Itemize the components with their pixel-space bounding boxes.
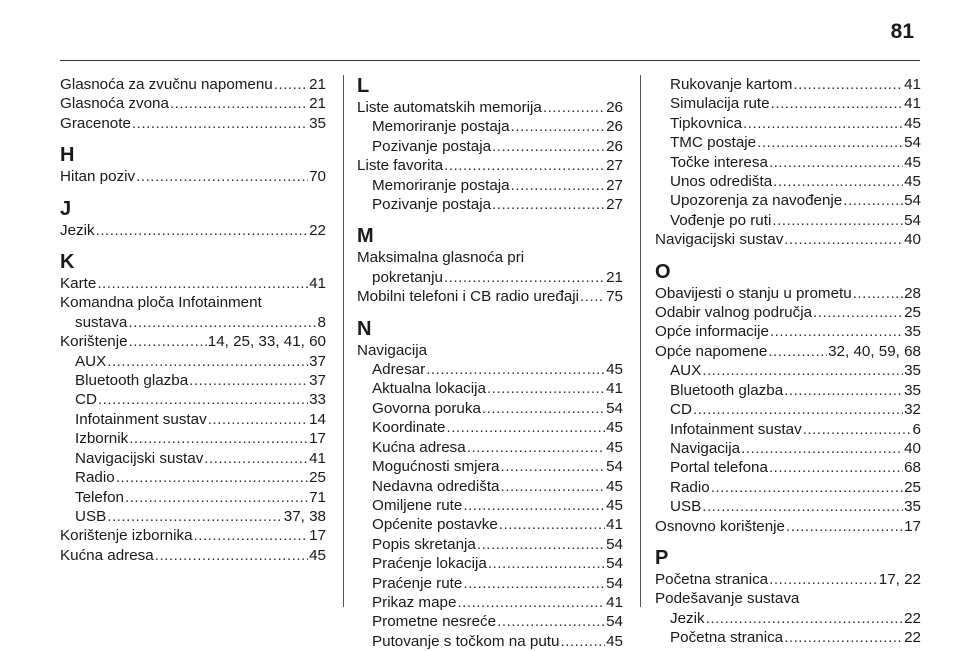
- entry-term: Opće napomene: [655, 342, 768, 360]
- entry-page: 27: [606, 176, 623, 194]
- section-letter: O: [655, 260, 671, 283]
- entry-term: Unos odredišta: [670, 173, 773, 191]
- entry-page: 45: [904, 114, 921, 132]
- entry-page: 71: [309, 488, 326, 506]
- entry-term: Adresar: [372, 361, 426, 379]
- entry-page: 28: [904, 284, 921, 302]
- index-subentry: [357, 176, 623, 195]
- entry-term: Bluetooth glazba: [670, 381, 784, 399]
- entry-term: Maksimalna glasnoća pri: [357, 249, 525, 267]
- index-subentry: [655, 153, 921, 172]
- entry-page: 54: [606, 574, 623, 592]
- entry-page: 17: [309, 430, 326, 448]
- index-subentry: [655, 628, 921, 647]
- entry-page: 25: [904, 478, 921, 496]
- entry-term: Kućna adresa: [372, 438, 466, 456]
- header-rule: [60, 60, 920, 61]
- entry-term: Kućna adresa: [60, 546, 154, 564]
- dot-leader: [784, 381, 903, 400]
- index-subentry: [357, 515, 623, 534]
- index-subentry: [60, 390, 326, 409]
- entry-term: Memoriranje postaja: [372, 176, 510, 194]
- index-subentry: [655, 172, 921, 191]
- entry-page: 17, 22: [878, 570, 921, 588]
- index-entry: [357, 156, 623, 175]
- index-entry: [60, 167, 326, 186]
- entry-page: 54: [606, 555, 623, 573]
- entry-term: Mobilni telefoni i CB radio uređaji: [357, 288, 580, 306]
- index-subentry: [357, 360, 623, 379]
- entry-term: Navigacija: [357, 341, 428, 359]
- entry-page: 41: [904, 76, 921, 93]
- index-subentry: [655, 420, 921, 439]
- entry-page: 25: [904, 304, 921, 322]
- dot-leader: [843, 191, 903, 210]
- index-entry: [60, 75, 326, 94]
- entry-term: Podešavanje sustava: [655, 590, 800, 608]
- dot-leader: [129, 332, 207, 351]
- dot-leader: [743, 114, 903, 133]
- entry-term: Liste automatskih memorija: [357, 99, 542, 116]
- index-subentry: [357, 418, 623, 437]
- index-entry: [655, 284, 921, 303]
- index-entry: [60, 332, 326, 351]
- entry-term: Telefon: [75, 488, 124, 506]
- entry-page: 22: [309, 221, 326, 239]
- page-number: 81: [890, 20, 914, 43]
- entry-page: 37: [309, 372, 326, 390]
- entry-term: Navigacijski sustav: [655, 231, 784, 249]
- entry-page: 45: [904, 173, 921, 191]
- entry-page: 37: [309, 352, 326, 370]
- entry-page: 21: [606, 268, 623, 286]
- entry-page: 17: [309, 527, 326, 545]
- entry-term: Pozivanje postaja: [372, 137, 492, 155]
- section-letter: J: [60, 197, 72, 220]
- index-subentry: [60, 468, 326, 487]
- entry-page: 45: [606, 496, 623, 514]
- entry-term: Pozivanje postaja: [372, 196, 492, 214]
- dot-leader: [773, 172, 903, 191]
- index-subentry: [655, 75, 921, 94]
- dot-leader: [706, 609, 903, 628]
- index-entry: [357, 341, 623, 360]
- entry-page: 75: [606, 288, 623, 306]
- index-entry: [655, 517, 921, 536]
- index-column-1: [60, 75, 326, 565]
- index-subentry: [357, 117, 623, 136]
- entry-term: Prometne nesreće: [372, 613, 497, 631]
- index-subentry: [655, 381, 921, 400]
- dot-leader: [204, 449, 308, 468]
- entry-term: Točke interesa: [670, 153, 768, 171]
- entry-term: Korištenje izbornika: [60, 527, 193, 545]
- dot-leader: [125, 488, 308, 507]
- entry-term: Jezik: [670, 609, 705, 627]
- index-subentry: [357, 632, 623, 651]
- dot-leader: [543, 98, 605, 117]
- entry-term: Obavijesti o stanju u prometu: [655, 284, 852, 302]
- entry-page: 45: [606, 438, 623, 456]
- entry-page: 40: [904, 231, 921, 249]
- dot-leader: [444, 156, 605, 175]
- entry-term: Popis skretanja: [372, 535, 476, 553]
- index-subentry: [357, 457, 623, 476]
- index-subentry: [655, 211, 921, 230]
- index-entry: [60, 293, 326, 312]
- dot-leader: [96, 221, 308, 240]
- dot-leader: [511, 117, 606, 136]
- entry-page: 54: [904, 134, 921, 152]
- entry-page: 45: [606, 477, 623, 495]
- entry-term: Tipkovnica: [670, 114, 743, 132]
- entry-page: 26: [606, 137, 623, 155]
- dot-leader: [769, 570, 878, 589]
- entry-term: Bluetooth glazba: [75, 372, 189, 390]
- index-entry: [357, 268, 623, 287]
- entry-term: Vođenje po ruti: [670, 211, 772, 229]
- index-subentry: [357, 535, 623, 554]
- dot-leader: [853, 284, 903, 303]
- dot-leader: [711, 478, 903, 497]
- dot-leader: [189, 371, 308, 390]
- index-entry: [60, 526, 326, 545]
- index-subentry: [357, 438, 623, 457]
- entry-term: Putovanje s točkom na putu: [372, 632, 560, 650]
- entry-term: CD: [670, 401, 692, 419]
- entry-term: Osnovno korištenje: [655, 517, 786, 535]
- dot-leader: [463, 496, 605, 515]
- index-entry: [655, 230, 921, 249]
- dot-leader: [771, 94, 903, 113]
- index-subentry: [357, 195, 623, 214]
- entry-page: 45: [309, 546, 326, 564]
- index-column-3: [655, 75, 921, 648]
- entry-page: 14: [309, 410, 326, 428]
- index-subentry: [357, 496, 623, 515]
- entry-page: 54: [904, 192, 921, 210]
- dot-leader: [488, 554, 605, 573]
- index-subentry: [655, 609, 921, 628]
- entry-term: Glasnoća za zvučnu napomenu: [60, 76, 273, 93]
- dot-leader: [786, 517, 903, 536]
- entry-term: Infotainment sustav: [75, 410, 207, 428]
- dot-leader: [426, 360, 605, 379]
- dot-leader: [129, 429, 308, 448]
- entry-term: Govorna poruka: [372, 399, 481, 417]
- entry-page: 22: [904, 609, 921, 627]
- entry-term: USB: [670, 498, 702, 516]
- dot-leader: [136, 167, 308, 186]
- entry-page: 45: [606, 632, 623, 650]
- entry-term: sustava: [75, 313, 128, 331]
- index-subentry: [357, 379, 623, 398]
- entry-term: Portal telefona: [670, 459, 768, 477]
- dot-leader: [208, 410, 308, 429]
- dot-leader: [580, 287, 605, 306]
- entry-page: 35: [904, 381, 921, 399]
- index-entry: [60, 313, 326, 332]
- index-subentry: [60, 507, 326, 526]
- index-subentry: [655, 458, 921, 477]
- entry-term: Radio: [670, 478, 710, 496]
- column-divider: [343, 75, 344, 607]
- dot-leader: [487, 379, 605, 398]
- index-subentry: [357, 477, 623, 496]
- dot-leader: [116, 468, 308, 487]
- index-subentry: [655, 439, 921, 458]
- dot-leader: [499, 515, 605, 534]
- dot-leader: [492, 137, 605, 156]
- index-subentry: [357, 574, 623, 593]
- entry-term: Prikaz mape: [372, 593, 457, 611]
- index-entry: [655, 303, 921, 322]
- section-letter: H: [60, 144, 75, 167]
- entry-page: 41: [606, 516, 623, 534]
- dot-leader: [702, 361, 903, 380]
- index-subentry: [357, 399, 623, 418]
- index-subentry: [655, 400, 921, 419]
- entry-page: 54: [606, 535, 623, 553]
- entry-term: Jezik: [60, 221, 95, 239]
- index-entry: [655, 322, 921, 341]
- entry-term: Radio: [75, 469, 115, 487]
- entry-term: CD: [75, 391, 97, 409]
- dot-leader: [132, 114, 308, 133]
- dot-leader: [444, 268, 605, 287]
- entry-page: 27: [606, 157, 623, 175]
- entry-term: Opće informacije: [655, 323, 769, 341]
- entry-term: Komandna ploča Infotainment: [60, 294, 262, 312]
- index-subentry: [357, 137, 623, 156]
- entry-term: Gracenote: [60, 114, 131, 132]
- index-column-2: [357, 75, 623, 651]
- dot-leader: [97, 274, 308, 293]
- entry-term: Memoriranje postaja: [372, 118, 510, 136]
- index-entry: [357, 98, 623, 117]
- dot-leader: [194, 526, 309, 545]
- entry-page: 45: [606, 419, 623, 437]
- dot-leader: [784, 230, 903, 249]
- entry-page: 21: [309, 76, 326, 93]
- entry-page: 54: [606, 458, 623, 476]
- section-letter: L: [357, 75, 370, 97]
- index-entry: [60, 274, 326, 293]
- entry-page: 45: [904, 153, 921, 171]
- dot-leader: [155, 546, 308, 565]
- dot-leader: [772, 211, 903, 230]
- entry-page: 17: [904, 517, 921, 535]
- index-subentry: [655, 191, 921, 210]
- entry-term: Simulacija rute: [670, 95, 770, 113]
- dot-leader: [769, 153, 903, 172]
- dot-leader: [170, 94, 308, 113]
- section-letter: K: [60, 251, 75, 274]
- entry-term: Aktualna lokacija: [372, 380, 486, 398]
- entry-term: Infotainment sustav: [670, 420, 802, 438]
- entry-page: 35: [904, 323, 921, 341]
- dot-leader: [784, 628, 903, 647]
- dot-leader: [702, 497, 903, 516]
- index-entry: [60, 221, 326, 240]
- index-subentry: [357, 612, 623, 631]
- entry-term: AUX: [75, 352, 107, 370]
- entry-term: Liste favorita: [357, 157, 444, 175]
- dot-leader: [768, 342, 827, 361]
- index-subentry: [60, 371, 326, 390]
- index-subentry: [60, 449, 326, 468]
- entry-page: 54: [606, 613, 623, 631]
- entry-page: 32: [904, 401, 921, 419]
- entry-term: TMC postaje: [670, 134, 757, 152]
- index-subentry: [655, 94, 921, 113]
- dot-leader: [511, 176, 606, 195]
- entry-page: 35: [904, 498, 921, 516]
- entry-term: Izbornik: [75, 430, 129, 448]
- entry-page: 25: [309, 469, 326, 487]
- dot-leader: [803, 420, 912, 439]
- entry-term: Omiljene rute: [372, 496, 463, 514]
- index-entry: [655, 342, 921, 361]
- entry-term: Hitan poziv: [60, 168, 136, 186]
- entry-page: 37, 38: [283, 507, 326, 525]
- section-letter: P: [655, 546, 669, 569]
- dot-leader: [793, 75, 903, 94]
- entry-page: 26: [606, 118, 623, 136]
- entry-page: 8: [317, 313, 326, 331]
- entry-page: 40: [904, 439, 921, 457]
- index-subentry: [655, 133, 921, 152]
- dot-leader: [128, 313, 316, 332]
- entry-page: 21: [309, 95, 326, 113]
- entry-term: pokretanju: [372, 268, 443, 286]
- entry-page: 33: [309, 391, 326, 409]
- index-entry: [60, 546, 326, 565]
- dot-leader: [693, 400, 903, 419]
- index-entry: [357, 287, 623, 306]
- entry-page: 54: [606, 399, 623, 417]
- dot-leader: [457, 593, 605, 612]
- index-subentry: [60, 410, 326, 429]
- entry-page: 54: [904, 211, 921, 229]
- dot-leader: [769, 458, 903, 477]
- dot-leader: [463, 574, 605, 593]
- column-divider: [640, 75, 641, 607]
- dot-leader: [482, 399, 605, 418]
- index-subentry: [357, 554, 623, 573]
- dot-leader: [274, 75, 308, 94]
- entry-page: 14, 25, 33, 41, 60: [207, 333, 326, 351]
- entry-term: Navigacija: [670, 439, 741, 457]
- index-subentry: [655, 497, 921, 516]
- entry-page: 41: [606, 380, 623, 398]
- entry-page: 45: [606, 361, 623, 379]
- index-subentry: [60, 429, 326, 448]
- entry-term: Navigacijski sustav: [75, 449, 204, 467]
- index-subentry: [655, 114, 921, 133]
- entry-page: 26: [606, 99, 623, 116]
- entry-term: AUX: [670, 362, 702, 380]
- dot-leader: [560, 632, 605, 651]
- dot-leader: [497, 612, 605, 631]
- dot-leader: [98, 390, 308, 409]
- entry-page: 41: [309, 449, 326, 467]
- dot-leader: [500, 457, 605, 476]
- entry-term: Praćenje lokacija: [372, 555, 487, 573]
- entry-page: 68: [904, 459, 921, 477]
- entry-page: 35: [904, 362, 921, 380]
- entry-term: Odabir valnog područja: [655, 304, 813, 322]
- index-entry: [60, 94, 326, 113]
- dot-leader: [813, 303, 903, 322]
- index-subentry: [655, 361, 921, 380]
- entry-term: Korištenje: [60, 333, 128, 351]
- dot-leader: [467, 438, 605, 457]
- entry-page: 6: [912, 420, 921, 438]
- index-subentry: [60, 488, 326, 507]
- entry-term: Nedavna odredišta: [372, 477, 500, 495]
- entry-page: 41: [904, 95, 921, 113]
- dot-leader: [477, 535, 605, 554]
- dot-leader: [107, 352, 308, 371]
- entry-page: 41: [606, 593, 623, 611]
- entry-term: Mogućnosti smjera: [372, 458, 500, 476]
- dot-leader: [757, 133, 903, 152]
- entry-page: 35: [309, 114, 326, 132]
- index-entry: [60, 114, 326, 133]
- index-subentry: [655, 478, 921, 497]
- entry-term: Rukovanje kartom: [670, 76, 793, 93]
- section-letter: N: [357, 317, 372, 340]
- dot-leader: [501, 477, 606, 496]
- dot-leader: [446, 418, 605, 437]
- section-letter: M: [357, 225, 374, 248]
- index-subentry: [357, 593, 623, 612]
- dot-leader: [741, 439, 903, 458]
- entry-term: Upozorenja za navođenje: [670, 192, 843, 210]
- entry-page: 32, 40, 59, 68: [828, 342, 921, 360]
- entry-term: Početna stranica: [670, 629, 784, 647]
- entry-term: Početna stranica: [655, 570, 769, 588]
- index-entry: [655, 570, 921, 589]
- entry-page: 70: [309, 168, 326, 186]
- entry-page: 41: [309, 275, 326, 293]
- index-entry: [655, 589, 921, 608]
- dot-leader: [492, 195, 605, 214]
- entry-term: Praćenje rute: [372, 574, 463, 592]
- entry-term: USB: [75, 507, 107, 525]
- entry-term: Glasnoća zvona: [60, 95, 169, 113]
- dot-leader: [770, 322, 903, 341]
- entry-term: Općenite postavke: [372, 516, 498, 534]
- entry-page: 22: [904, 629, 921, 647]
- dot-leader: [107, 507, 283, 526]
- entry-term: Karte: [60, 275, 97, 293]
- entry-term: Koordinate: [372, 419, 446, 437]
- entry-page: 27: [606, 196, 623, 214]
- index-subentry: [60, 352, 326, 371]
- index-entry: [357, 248, 623, 267]
